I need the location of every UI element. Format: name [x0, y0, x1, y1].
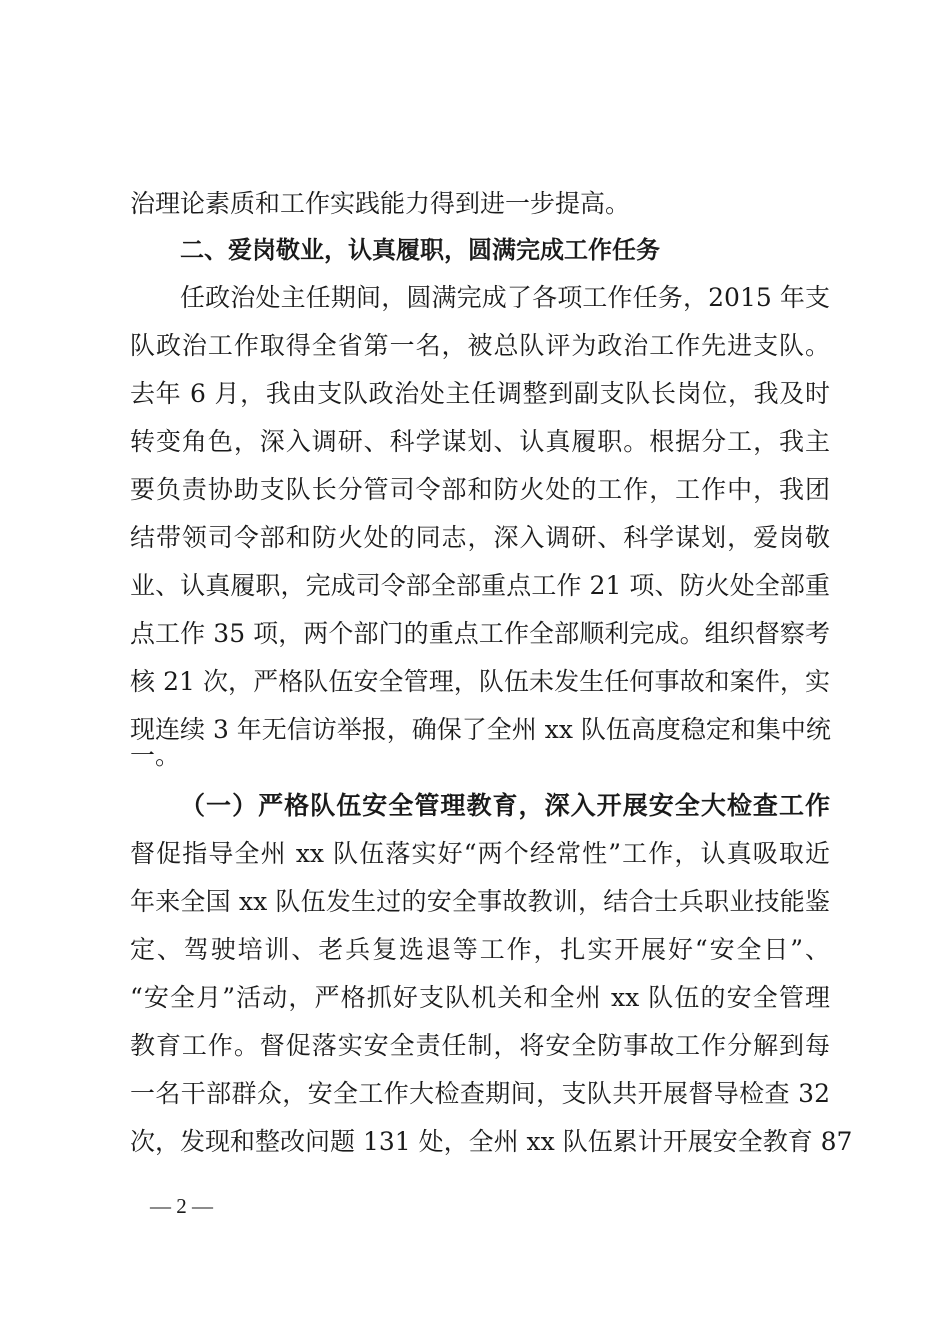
body-text-line: “安全月”活动，严格抓好支队机关和全州 xx 队伍的安全管理	[130, 983, 830, 1012]
body-text-line: 一。	[130, 741, 181, 770]
body-text-line: 转变角色，深入调研、科学谋划、认真履职。根据分工，我主	[130, 427, 830, 456]
body-text-line: 队政治工作取得全省第一名，被总队评为政治工作先进支队。	[130, 331, 830, 360]
body-text-line: 年来全国 xx 队伍发生过的安全事故教训，结合士兵职业技能鉴	[130, 887, 830, 916]
body-text-line: 督促指导全州 xx 队伍落实好“两个经常性”工作，认真吸取近	[130, 839, 830, 868]
body-text-line: 去年 6 月，我由支队政治处主任调整到副支队长岗位，我及时	[130, 379, 830, 408]
section-heading: 二、爱岗敬业，认真履职，圆满完成工作任务	[180, 236, 660, 264]
body-text-line: 一名干部群众，安全工作大检查期间，支队共开展督导检查 32	[130, 1079, 830, 1108]
body-text-line: 次，发现和整改问题 131 处，全州 xx 队伍累计开展安全教育 87	[130, 1127, 853, 1156]
body-text-line: 现连续 3 年无信访举报，确保了全州 xx 队伍高度稳定和集中统	[130, 715, 831, 744]
body-text-line: 要负责协助支队长分管司令部和防火处的工作，工作中，我团	[130, 475, 830, 504]
body-text-line: 定、驾驶培训、老兵复选退等工作，扎实开展好“安全日”、	[130, 935, 830, 964]
body-text-line: 结带领司令部和防火处的同志，深入调研、科学谋划，爱岗敬	[130, 523, 830, 552]
body-text-line: 业、认真履职，完成司令部全部重点工作 21 项、防火处全部重	[130, 571, 830, 600]
body-text-line: 任政治处主任期间，圆满完成了各项工作任务，2015 年支	[180, 283, 830, 312]
body-text-line: 核 21 次，严格队伍安全管理，队伍未发生任何事故和案件，实	[130, 667, 830, 696]
page-number: — 2 —	[150, 1194, 213, 1218]
paragraph-continuation-line: 治理论素质和工作实践能力得到进一步提高。	[130, 189, 631, 218]
subsection-heading: （一）严格队伍安全管理教育，深入开展安全大检查工作	[180, 791, 830, 820]
body-text-line: 点工作 35 项，两个部门的重点工作全部顺利完成。组织督察考	[130, 619, 830, 648]
body-text-line: 教育工作。督促落实安全责任制，将安全防事故工作分解到每	[130, 1031, 830, 1060]
